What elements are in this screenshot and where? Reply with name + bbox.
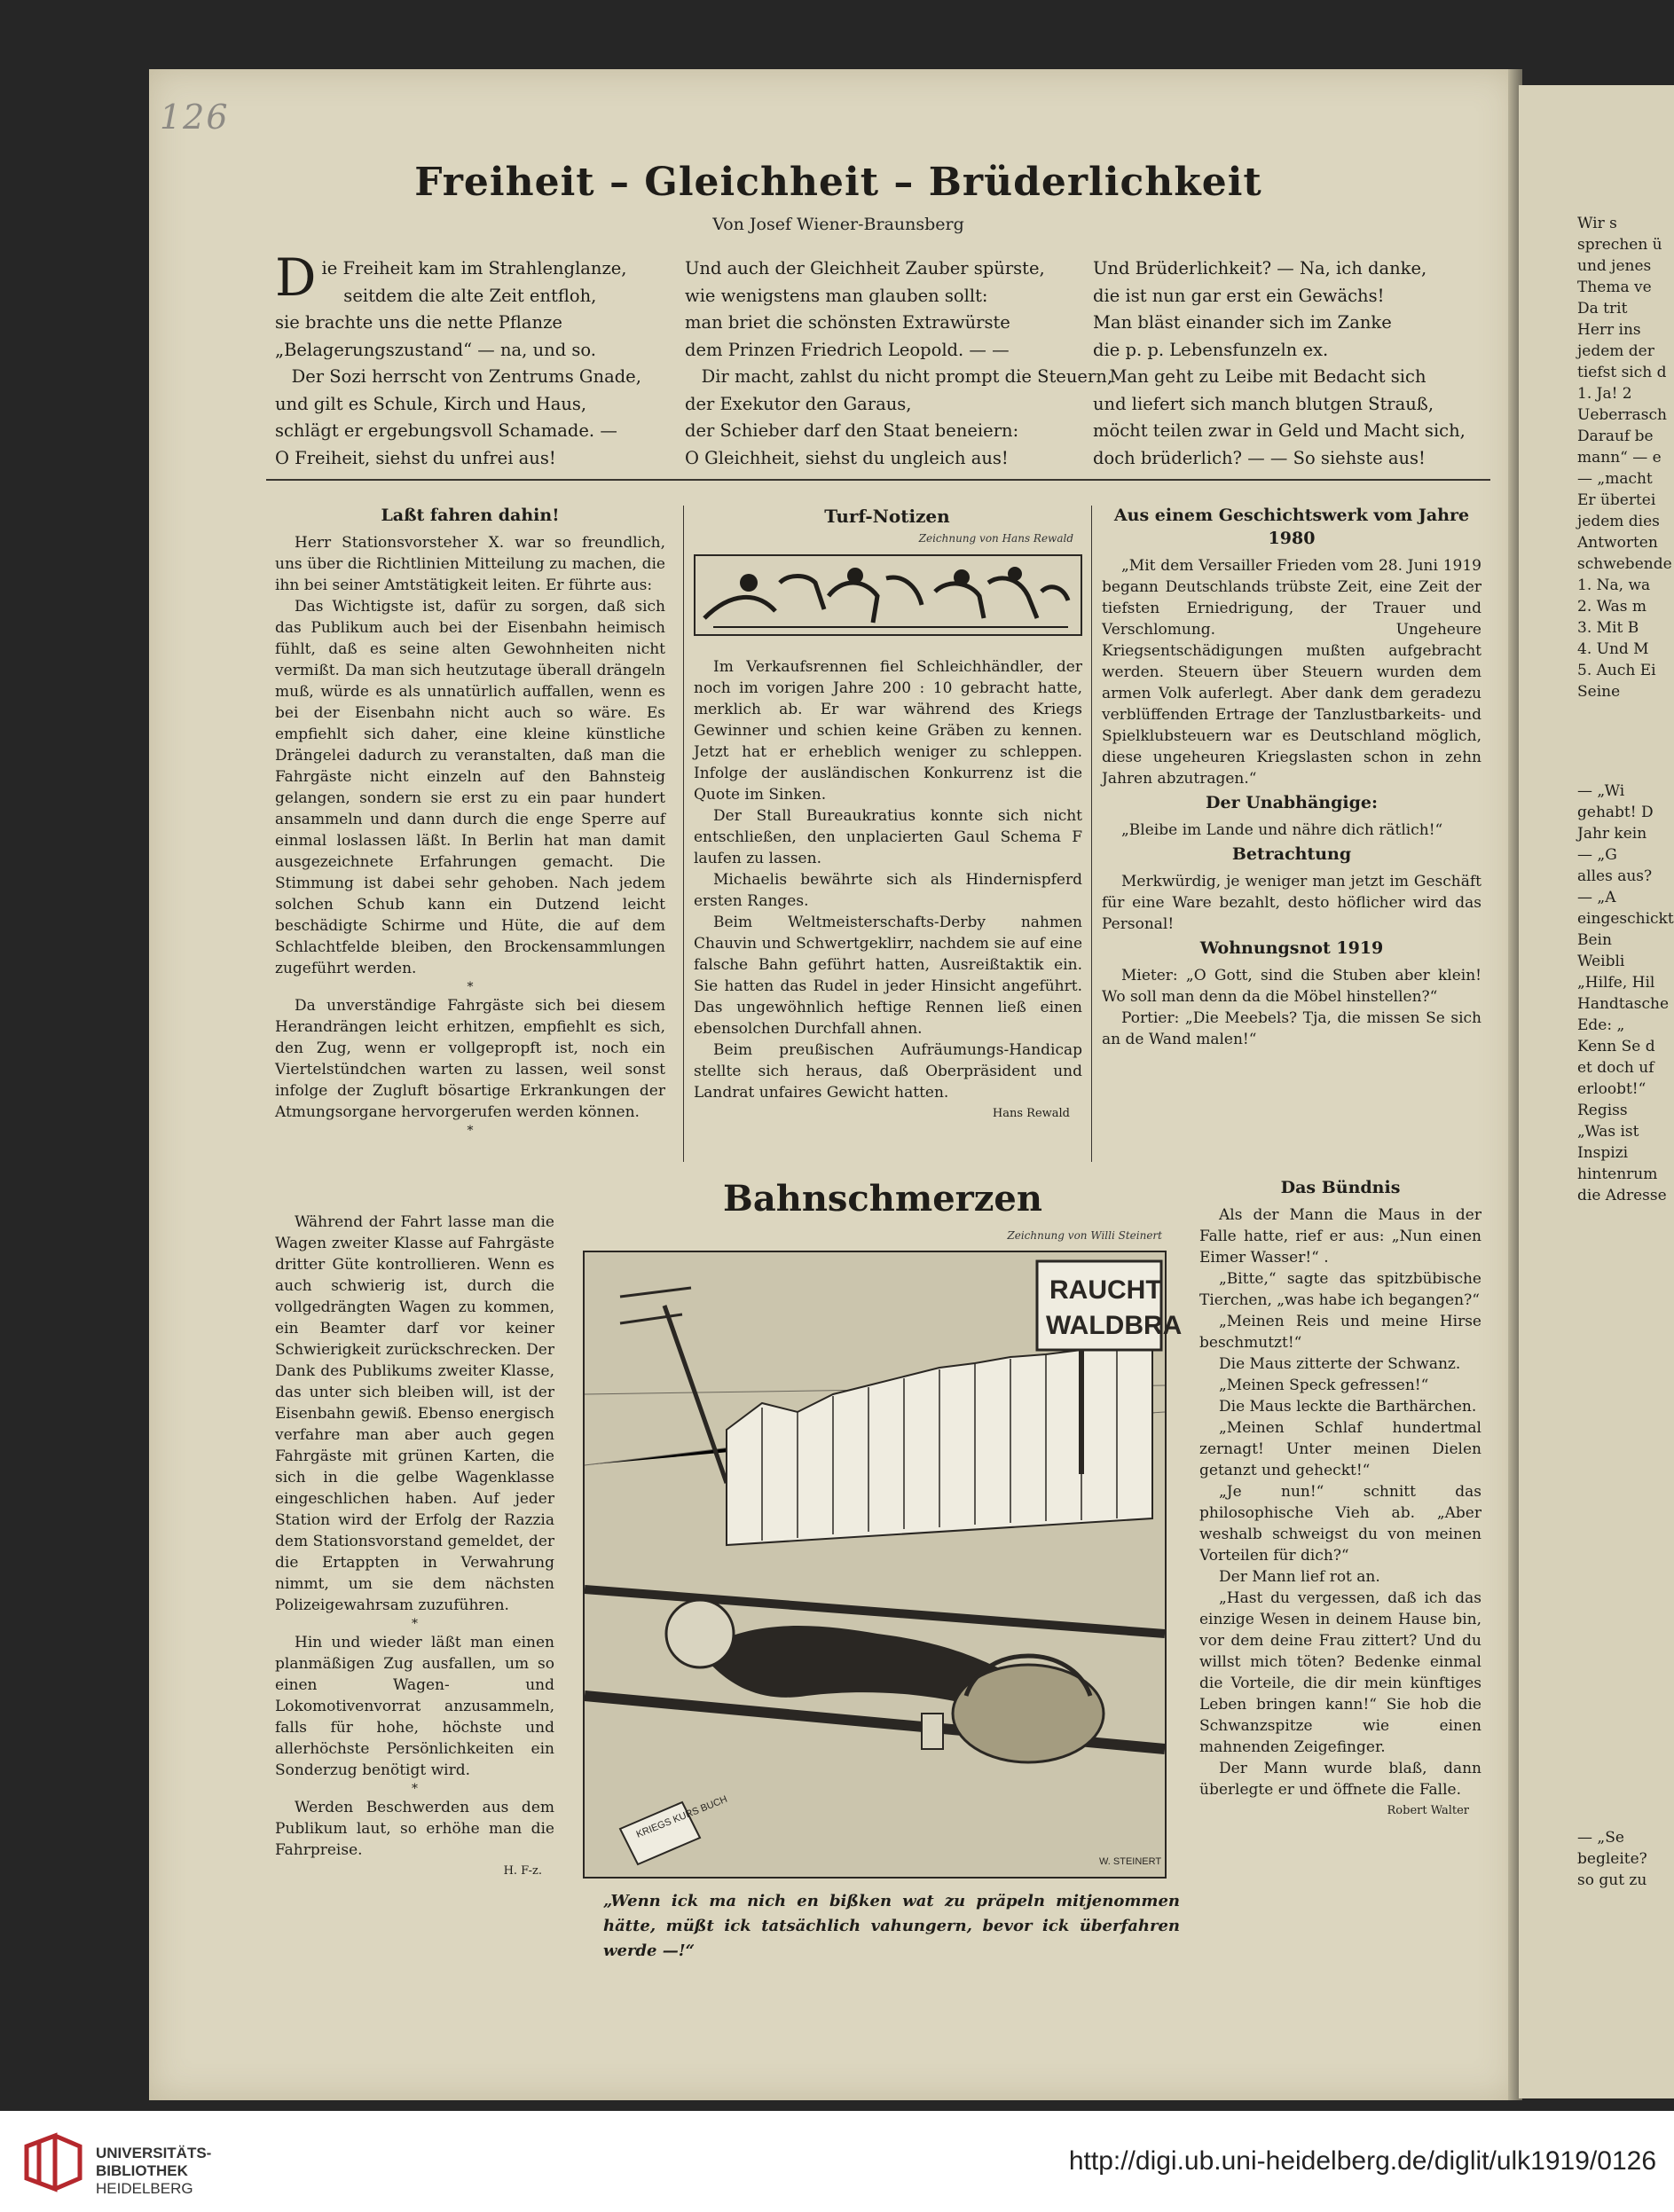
- fragment-line: et doch uf: [1577, 1059, 1654, 1077]
- fragment-line: Ueberrasch: [1577, 406, 1667, 424]
- byline: Von Josef Wiener-Braunsberg: [712, 215, 964, 234]
- column-rule-1: [683, 506, 684, 1162]
- fragment-line: jedem der: [1577, 342, 1654, 360]
- column-rule-2: [1091, 506, 1092, 1162]
- cartoon-credit: Zeichnung von Willi Steinert: [1007, 1229, 1162, 1242]
- left-paragraph: Hin und wieder läßt man einen planmäßigen Zug ausfallen, um so einen Wagen- und Lokomotivenvorrat anzusammeln, falls für hohe, höchste und allerhöchste Persönlichkeiten ein Sonderzug benötigt wird.: [275, 1634, 554, 1779]
- fragment-line: eingeschickt: [1577, 910, 1674, 928]
- turf-illustration: [694, 554, 1082, 636]
- fragment-line: 1. Na, wa: [1577, 577, 1651, 594]
- next-page-text-bottom: [1577, 1827, 1647, 1891]
- housing-text: Mieter: „O Gott, sind die Stuben aber klein! Wo soll man denn da die Möbel hinstellen?“: [1102, 967, 1481, 1006]
- alliance-paragraph: Die Maus leckte die Barthärchen.: [1219, 1398, 1477, 1416]
- housing-text: Portier: „Die Meebels? Tja, die missen Se sich an de Wand malen!“: [1102, 1009, 1481, 1048]
- fragment-line: Weibli: [1577, 953, 1625, 970]
- left-paragraph: Da unverständige Fahrgäste sich bei diesem Herandrängen leicht erhitzen, empfiehlt es sich, den Zug, wenn er vollgepropft ist, noch ein Viertelstündchen warten zu lassen, weil sonst infolge der Zugluft bösartige Erkrankungen der Atmungsorgane hervorgerufen werden können.: [275, 997, 665, 1121]
- alliance-signature: Robert Walter: [1387, 1804, 1469, 1817]
- fragment-line: — „G: [1577, 846, 1617, 864]
- fragment-line: Bein: [1577, 931, 1612, 949]
- fragment-line: Darauf be: [1577, 427, 1654, 445]
- artist-mark: W. STEINERT: [1099, 1856, 1162, 1867]
- alliance-paragraph: „Meinen Speck gefressen!“: [1219, 1377, 1429, 1394]
- alliance-paragraph: „Bitte,“ sagte das spitzbübische Tierchen, „was habe ich begangen?“: [1199, 1270, 1481, 1309]
- fragment-line: alles aus?: [1577, 867, 1653, 885]
- left-signature: H. F-z.: [503, 1864, 542, 1878]
- housing-title: Wohnungsnot 1919: [1199, 938, 1384, 958]
- next-page-text-upper: [1577, 213, 1672, 702]
- fragment-line: — „Se: [1577, 1829, 1624, 1847]
- alliance-paragraph: „Meinen Schlaf hundertmal zernagt! Unter meinen Dielen getanzt und geheckt!“: [1199, 1419, 1481, 1479]
- fragment-line: Jahr kein: [1577, 825, 1647, 843]
- alliance-column: [1199, 1174, 1481, 1822]
- cartoon-title: Bahnschmerzen: [723, 1178, 1042, 1220]
- sign-text-1: RAUCHT: [1049, 1275, 1162, 1305]
- fragment-line: Da trit: [1577, 300, 1628, 318]
- permalink-url[interactable]: http://digi.ub.uni-heidelberg.de/diglit/ulk1919/0126: [1068, 2146, 1656, 2176]
- fragment-line: Herr ins: [1577, 321, 1641, 339]
- history-text: „Mit dem Versailler Frieden vom 28. Juni 1919 begann Deutschlands trübste Zeit, eine Zeit der tiefsten Erniedrigung, der Trauer und Verschlomung. Ungeheure Kriegsentschädigungen mußten aufgebracht werden. Steuern über Steuern wurden dem armen Volk auferlegt. Aber dank dem geradezu verblüffenden Ertrage der Tanzlustbarkeits- und Spielklubsteuern war es Deutschland möglich, diese ungeheuren Kriegslasten schon in zehn Jahren abzutragen.“: [1102, 557, 1481, 788]
- alliance-paragraph: Der Mann wurde blaß, dann überlegte er und öffnete die Falle.: [1199, 1760, 1481, 1799]
- book-label: KRIEGS KURS BUCH: [634, 1793, 729, 1840]
- alliance-paragraph: „Meinen Reis und meine Hirse beschmutzt!“: [1199, 1313, 1481, 1352]
- university-name[interactable]: [96, 2145, 211, 2198]
- fragment-line: sprechen ü: [1577, 236, 1662, 254]
- fragment-line: Inspizi: [1577, 1144, 1629, 1162]
- turf-title: Turf-Notizen: [824, 506, 950, 527]
- history-title: Aus einem Geschichtswerk vom Jahre 1980: [1113, 506, 1470, 548]
- fragment-line: Kenn Se d: [1577, 1038, 1655, 1055]
- poem-dropcap: D: [275, 247, 317, 308]
- left-column-lower: [275, 1212, 554, 1882]
- right-column: [1102, 502, 1481, 1050]
- separator-star: *: [412, 1617, 418, 1631]
- left-column: [275, 502, 665, 1139]
- fragment-line: 4. Und M: [1577, 640, 1649, 658]
- fragment-line: Seine: [1577, 683, 1621, 701]
- turf-paragraph: Beim Weltmeisterschafts-Derby nahmen Chauvin und Schwertgeklirr, nachdem sie auf eine falsche Bahn geführt hatten, Ausreißtaktik ein. Sie hatten das Rudel in jeder Hinsicht angeführt. Das ungewöhnlich heftige Rennen ließ einen ebensolchen Durchfall ahnen.: [694, 914, 1082, 1038]
- institution-line: BIBLIOTHEK: [96, 2162, 188, 2179]
- fragment-line: hintenrum: [1577, 1165, 1658, 1183]
- alliance-title: Das Bündnis: [1280, 1178, 1401, 1197]
- turf-paragraph: Michaelis bewährte sich als Hindernispferd ersten Ranges.: [694, 871, 1082, 910]
- turf-paragraph: Im Verkaufsrennen fiel Schleichhändler, der noch im vorigen Jahre 200 : 10 gebracht hatte, merklich ab. Er war während des Kriegs Gewinner und schien keine Gräben zu kennen. Jetzt hat er erheblich weniger zu schleppen. Infolge der ausländischen Konkurrenz ist die Quote im Sinken.: [694, 658, 1082, 804]
- fragment-line: gehabt! D: [1577, 804, 1654, 821]
- alliance-paragraph: Die Maus zitterte der Schwanz.: [1219, 1355, 1461, 1373]
- fragment-line: tiefst sich d: [1577, 364, 1667, 381]
- separator-star: *: [467, 980, 474, 994]
- fragment-line: „Hilfe, Hil: [1577, 974, 1655, 992]
- left-paragraph: Werden Beschwerden aus dem Publikum laut, so erhöhe man die Fahrpreise.: [275, 1799, 554, 1859]
- reflection-title: Betrachtung: [1231, 844, 1352, 864]
- fragment-line: die Adresse: [1577, 1187, 1667, 1204]
- turf-paragraph: Der Stall Bureaukratius konnte sich nicht entschließen, den unplacierten Gaul Schema F laufen zu lassen.: [694, 807, 1082, 867]
- fragment-line: „Was ist: [1577, 1123, 1639, 1141]
- turf-credit: Zeichnung von Hans Rewald: [918, 532, 1073, 545]
- headline: Freiheit – Gleichheit – Brüderlichkeit: [414, 160, 1262, 205]
- university-logo-icon[interactable]: [20, 2129, 87, 2196]
- fragment-line: mann“ — e: [1577, 449, 1662, 467]
- fragment-line: — „macht: [1577, 470, 1653, 488]
- bottle: [922, 1714, 943, 1749]
- alliance-paragraph: Der Mann lief rot an.: [1219, 1568, 1380, 1586]
- railway-scene-drawing: [585, 1252, 1183, 1877]
- alliance-paragraph: „Je nun!“ schnitt das philosophische Vieh ab. „Aber weshalb schweigst du von meinen Vorteilen für dich?“: [1199, 1483, 1481, 1565]
- fragment-line: Handtasche: [1577, 995, 1670, 1013]
- poem-column-1: [275, 247, 692, 472]
- fragment-line: 2. Was m: [1577, 598, 1647, 616]
- poem-column-3: Und Brüderlichkeit? — Na, ich danke, die ist nun gar erst ein Gewächs! Man bläst einander sich im Zanke die p. p. Lebensfunzeln ex. Man geht zu Leibe mit Bedacht sich und liefert sich manch blutgen Strauß, möcht teilen zwar in Geld und Macht sich, doch brüderlich? — — So siehste aus!: [1093, 258, 1466, 468]
- sign-text-2: WALDBRA: [1046, 1311, 1183, 1340]
- left-paragraph: Während der Fahrt lasse man die Wagen zweiter Klasse auf Fahrgäste dritter Güte kontrollieren. Wenn es auch schwierig ist, durch die vollgedrängten Wagen zu kommen, ein Beamter darf vor keiner Schwierigkeit zurückschrecken. Der Dank des Publikums zweiter Klasse, das unter sich bleiben will, ist der Eisenbahn gewiß. Ebenso energisch verfahre man aber auch gegen Fahrgäste mit grünen Karten, die sich in die gelbe Wagenklasse eingeschlichen haben. Auf jeder Station wird der Erfolg der Razzia dem Stationsvorstand gemeldet, der die Ertappten in Verwahrung nimmt, um sie dem nächsten Polizeigewahrsam zuzuführen.: [275, 1213, 554, 1614]
- fragment-line: Thema ve: [1577, 278, 1652, 296]
- fragment-line: Er übertei: [1577, 491, 1656, 509]
- fragment-line: jedem dies: [1577, 513, 1660, 530]
- fragment-line: Regiss: [1577, 1102, 1628, 1119]
- fragment-line: und jenes: [1577, 257, 1652, 275]
- fragment-line: 5. Auch Ei: [1577, 662, 1656, 679]
- alliance-paragraph: „Hast du vergessen, daß ich das einzige Wesen in deinem Hause bin, vor dem deine Frau zittert? Und du willst mich töten? Bedenke einmal die Vorteile, die dir mein künftiges Leben bringen kann!“ Sie hob die Schwanzspitze wie einen mahnenden Zeigefinger.: [1199, 1589, 1481, 1756]
- separator-star: *: [412, 1782, 418, 1796]
- institution-line: HEIDELBERG: [96, 2180, 193, 2197]
- fragment-line: Wir s: [1577, 215, 1617, 232]
- cartoon-illustration: [583, 1251, 1183, 1879]
- cartoon-caption: „Wenn ick ma nich en bißken wat zu präpeln mitjenommen hätte, müßt ick tatsächlich vahungern, bevor ick überfahren werde —!“: [603, 1892, 1180, 1960]
- fragment-line: so gut zu: [1577, 1871, 1647, 1889]
- section-rule: [266, 479, 1490, 481]
- turf-column: [694, 656, 1082, 1125]
- turf-signature: Hans Rewald: [992, 1107, 1070, 1120]
- fragment-line: erloobt!“: [1577, 1080, 1646, 1098]
- turf-paragraph: Beim preußischen Aufräumungs-Handicap stellte sich heraus, daß Oberpräsident und Landrat unfaires Gewicht hatten.: [694, 1041, 1082, 1102]
- pencil-page-number: 126: [160, 98, 230, 137]
- fragment-line: Antworten: [1577, 534, 1658, 552]
- separator-star: *: [467, 1124, 474, 1138]
- fragment-line: schwebende: [1577, 555, 1672, 573]
- left-column-title: Laßt fahren dahin!: [381, 506, 560, 525]
- fragment-line: 1. Ja! 2: [1577, 385, 1632, 403]
- institution-line: UNIVERSITÄTS-: [96, 2145, 212, 2161]
- alliance-paragraph: Als der Mann die Maus in der Falle hatte, rief er aus: „Nun einen Eimer Wasser!“ .: [1199, 1206, 1481, 1267]
- reflection-text: Merkwürdig, je weniger man jetzt im Geschäft für eine Ware bezahlt, desto höflicher wird das Personal!: [1102, 873, 1481, 933]
- independent-title: Der Unabhängige:: [1206, 793, 1378, 812]
- poem-column-2: Und auch der Gleichheit Zauber spürste, wie wenigstens man glauben sollt: man briet die schönsten Extrawürste dem Prinzen Friedrich Leopold. — — Dir macht, zahlst du nicht prompt die Steuern, der Exekutor den Garaus, der Schieber darf den Staat beneiern: O Gleichheit, siehst du ungleich aus!: [685, 258, 1113, 468]
- next-page-text-lower: [1577, 780, 1674, 1206]
- left-paragraph: Herr Stationsvorsteher X. war so freundlich, uns über die Richtlinien Mitteilung zu machen, die ihn bei seiner Amtstätigkeit leiten. Er führte aus:: [275, 534, 665, 594]
- left-paragraph: Das Wichtigste ist, dafür zu sorgen, daß sich das Publikum auch bei der Eisenbahn heimisch fühlt, daß es seine alten Gewohnheiten nicht vermißt. Da man sich heutzutage überall drängeln muß, würde es als unnatürlich auffallen, wenn es bei der Eisenbahn nicht auch so wäre. Es empfiehlt sich daher, eine kleine künstliche Drängelei dadurch zu veranstalten, daß man die Fahrgäste nicht einzeln auf den Bahnsteig gelangen, sondern sie erst zu ein paar hundert ansammeln und dann durch die enge Sperre auf einmal loslassen läßt. In Berlin hat man damit ausgezeichnete Erfahrungen gemacht. Die Stimmung ist dabei sehr gehoben. Nach jedem solchen Schub kann ein Dutzend leicht beschädigte Schirme und Hüte, die auf dem Schlachtfelde bleiben, den Brockensammlungen zugeführt werden.: [275, 598, 665, 977]
- fragment-line: — „Wi: [1577, 782, 1625, 800]
- man-head: [666, 1600, 734, 1667]
- poem-text-1: ie Freiheit kam im Strahlenglanze, seitdem die alte Zeit entfloh, sie brachte uns die nette Pflanze „Belagerungszustand“ — na, und so. Der Sozi herrscht von Zentrums Gnade, und gilt es Schule, Kirch und Haus, schlägt er ergebungsvoll Schamade. — O Freiheit, siehst du unfrei aus!: [275, 258, 641, 468]
- fragment-line: 3. Mit B: [1577, 619, 1639, 637]
- independent-text: „Bleibe im Lande und nähre dich rätlich!“: [1121, 821, 1443, 839]
- horse-race-drawing: [696, 556, 1081, 634]
- fragment-line: begleite?: [1577, 1850, 1647, 1868]
- fragment-line: — „A: [1577, 889, 1616, 906]
- fragment-line: Ede: „: [1577, 1016, 1625, 1034]
